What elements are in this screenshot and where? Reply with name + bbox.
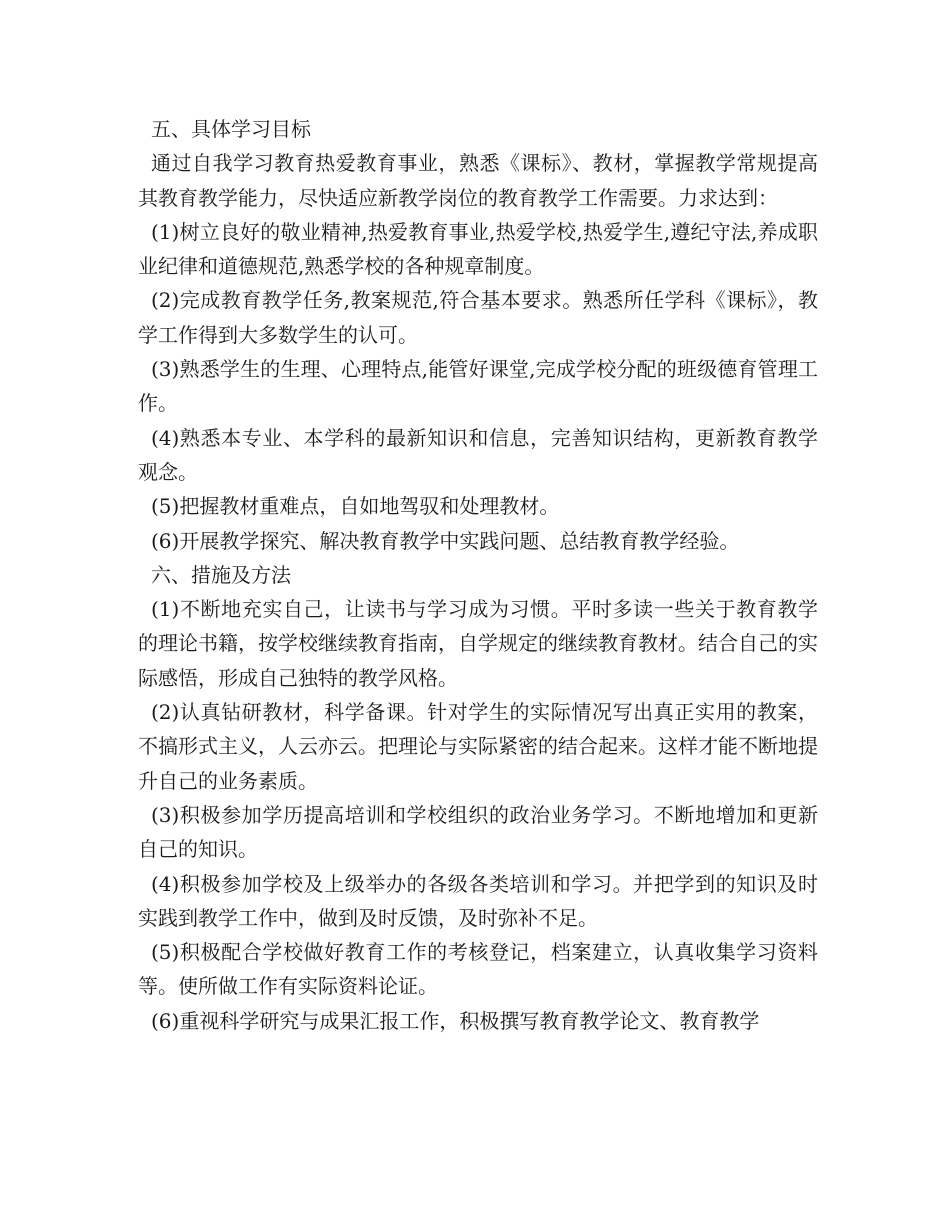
goal-item-4: (4)熟悉本专业、本学科的最新知识和信息，完善知识结构，更新教育教学观念。: [138, 425, 818, 484]
measure-item-6: (6)重视科学研究与成果汇报工作，积极撰写教育教学论文、教育教学: [151, 1008, 760, 1033]
section-heading-goals: 五、具体学习目标: [151, 117, 311, 141]
measure-item-5: (5)积极配合学校做好教育工作的考核登记，档案建立，认真收集学习资料等。使所做工作有实际资料论证。: [138, 940, 818, 999]
section-heading-measures: 六、措施及方法: [151, 562, 291, 587]
goal-item-2: (2)完成教育教学任务,教案规范,符合基本要求。熟悉所任学科《课标》，教学工作得到大多数学生的认可。: [138, 288, 818, 347]
measure-item-3: (3)积极参加学历提高培训和学校组织的政治业务学习。不断地增加和更新自己的知识。: [138, 802, 818, 862]
goal-item-3: (3)熟悉学生的生理、心理特点,能管好课堂,完成学校分配的班级德育管理工作。: [138, 357, 818, 416]
document-page: [138, 112, 818, 1038]
measure-item-2: (2)认真钻研教材，科学备课。针对学生的实际情况写出真正实用的教案，不搞形式主义，人云亦云。把理论与实际紧密的结合起来。这样才能不断地提升自己的业务素质。: [138, 700, 818, 793]
goal-item-1: (1)树立良好的敬业精神,热爱教育事业,热爱学校,热爱学生,遵纪守法,养成职业纪律和道德规范,熟悉学校的各种规章制度。: [138, 219, 818, 279]
measure-item-4: (4)积极参加学校及上级举办的各级各类培训和学习。并把学到的知识及时实践到教学工作中，做到及时反馈，及时弥补不足。: [138, 871, 818, 930]
goals-intro-paragraph: 通过自我学习教育热爱教育事业，熟悉《课标》、教材，掌握教学常规提高其教育教学能力，尽快适应新教学岗位的教育教学工作需要。力求达到：: [138, 151, 818, 210]
goal-item-5: (5)把握教材重难点，自如地驾驭和处理教材。: [151, 494, 560, 519]
goal-item-6: (6)开展教学探究、解决教育教学中实践问题、总结教育教学经验。: [151, 528, 740, 553]
measure-item-1: (1)不断地充实自己，让读书与学习成为习惯。平时多读一些关于教育教学的理论书籍，按学校继续教育指南，自学规定的继续教育教材。结合自己的实际感悟，形成自己独特的教学风格。: [138, 597, 818, 690]
